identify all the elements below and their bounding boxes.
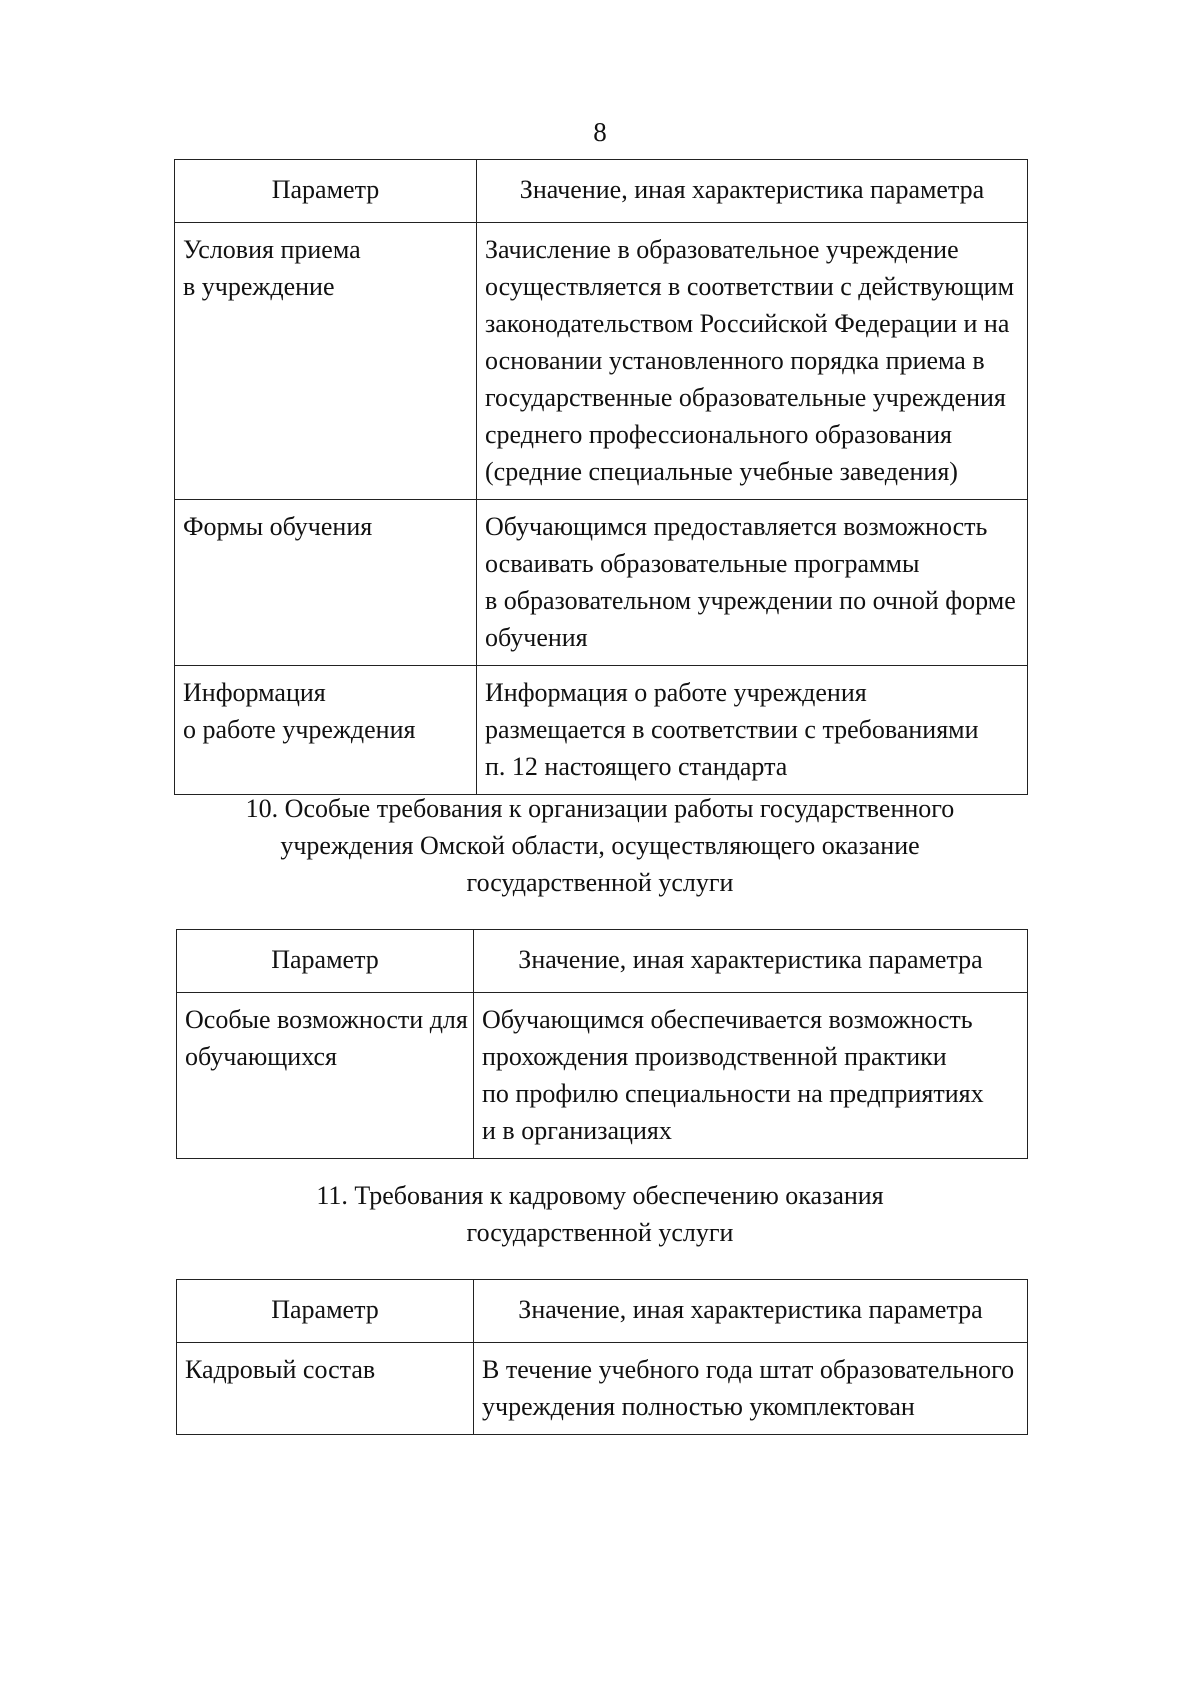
table-staffing xyxy=(176,1279,1028,1435)
value-cell xyxy=(477,500,1028,666)
cell-line: обучающихся xyxy=(185,1042,337,1071)
heading-line: 10. Особые требования к организации работы государственного xyxy=(245,794,955,823)
cell-line: и в организациях xyxy=(482,1116,672,1145)
param-cell xyxy=(175,223,477,500)
cell-line: Условия приема xyxy=(183,235,361,264)
cell-line: (средние специальные учебные заведения) xyxy=(485,457,958,486)
value-cell xyxy=(474,1343,1028,1435)
cell-line: прохождения производственной практики xyxy=(482,1042,947,1071)
heading-line: 11. Требования к кадровому обеспечению оказания xyxy=(316,1181,884,1210)
value-cell xyxy=(477,223,1028,500)
heading-line: государственной услуги xyxy=(466,868,734,897)
header-value: Значение, иная характеристика параметра xyxy=(474,930,1028,993)
table-header-row xyxy=(177,1280,1028,1343)
cell-line: основании установленного порядка приема в xyxy=(485,346,985,375)
param-cell xyxy=(175,666,477,795)
cell-line: осваивать образовательные программы xyxy=(485,549,920,578)
section-11-heading xyxy=(0,1177,1200,1251)
heading-line: государственной услуги xyxy=(466,1218,734,1247)
cell-line: о работе учреждения xyxy=(183,715,416,744)
cell-line: законодательством Российской Федерации и на xyxy=(485,309,1010,338)
cell-line: обучения xyxy=(485,623,588,652)
header-value: Значение, иная характеристика параметра xyxy=(474,1280,1028,1343)
header-param: Параметр xyxy=(177,930,474,993)
value-cell xyxy=(474,993,1028,1159)
table-row xyxy=(175,500,1028,666)
cell-line: п. 12 настоящего стандарта xyxy=(485,752,788,781)
cell-line: в образовательном учреждении по очной форме xyxy=(485,586,1016,615)
header-param: Параметр xyxy=(175,160,477,223)
value-cell xyxy=(477,666,1028,795)
heading-line: учреждения Омской области, осуществляющего оказание xyxy=(280,831,920,860)
table-row xyxy=(175,666,1028,795)
page-number: 8 xyxy=(593,117,607,147)
table-admission xyxy=(174,159,1028,795)
cell-line: учреждения полностью укомплектован xyxy=(482,1392,915,1421)
cell-line: размещается в соответствии с требованиями xyxy=(485,715,979,744)
section-10-heading xyxy=(0,790,1200,901)
cell-line: Обучающимся предоставляется возможность xyxy=(485,512,988,541)
cell-line: Формы обучения xyxy=(183,512,373,541)
cell-line: в учреждение xyxy=(183,272,335,301)
cell-line: государственные образовательные учреждения xyxy=(485,383,1006,412)
table-row xyxy=(177,993,1028,1159)
param-cell xyxy=(177,993,474,1159)
cell-line: по профилю специальности на предприятиях xyxy=(482,1079,984,1108)
cell-line: Обучающимся обеспечивается возможность xyxy=(482,1005,973,1034)
cell-line: Зачисление в образовательное учреждение xyxy=(485,235,959,264)
cell-line: осуществляется в соответствии с действующим xyxy=(485,272,1015,301)
param-cell xyxy=(175,500,477,666)
header-param: Параметр xyxy=(177,1280,474,1343)
table-row xyxy=(175,223,1028,500)
table-header-row xyxy=(177,930,1028,993)
param-cell xyxy=(177,1343,474,1435)
cell-line: среднего профессионального образования xyxy=(485,420,952,449)
cell-line: Информация о работе учреждения xyxy=(485,678,867,707)
header-value: Значение, иная характеристика параметра xyxy=(477,160,1028,223)
table-row xyxy=(177,1343,1028,1435)
table-special-requirements xyxy=(176,929,1028,1159)
cell-line: Информация xyxy=(183,678,326,707)
cell-line: Особые возможности для xyxy=(185,1005,468,1034)
table-header-row xyxy=(175,160,1028,223)
cell-line: В течение учебного года штат образовательного xyxy=(482,1355,1015,1384)
cell-line: Кадровый состав xyxy=(185,1355,376,1384)
